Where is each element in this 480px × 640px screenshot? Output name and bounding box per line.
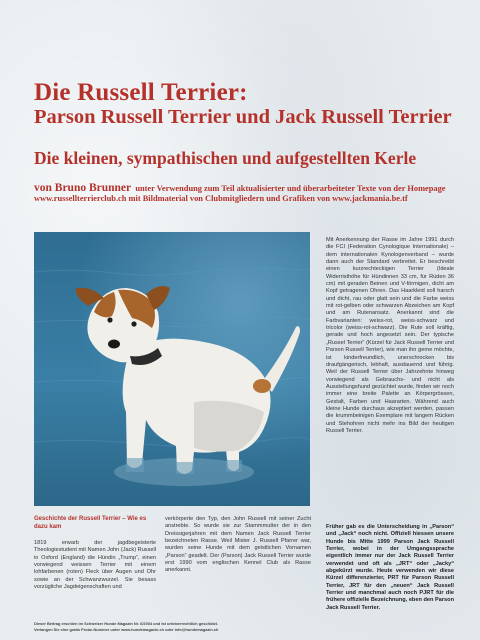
footer-line-copyright: Dieser Beitrag erschien im Schweizer Hunde Magazin Nr. 6/2004 und ist urheberrechtlich geschützt. bbox=[34, 621, 218, 626]
right-column-text: Mit Anerkennung der Rasse im Jahre 1991 durch die FCI (Federation Cynologique Internationale) – dem internationalen Kynologenverband – wurde dann auch der Standard verbreitet. Er beschreibt einen kurzrechteckigen Terrier (Ideale Widerristhöhe für Hündinnen 33 cm, für Rüden 36 cm) mit geraden Beinen und V-förmigen, dicht am Kopf getragenen Ohren. Das Haarkleid soll harsch und dicht, rau oder glatt sein und die Farbe weiss mit rot-gelben oder schwarzen Abzeichen am Kopf und am Rutenansatz. Anerkannt sind die Farbvarianten: weiss-rot, weiss-schwarz und tricolor (weiss-rot-schwarz). Die Rute soll kräftig, gerade und hoch angesetzt sein. Der typische „Russel Terrier“ (Kürzel für Jack Russell Terrier und Parson Russell Terrier), wie man ihn gerne möchte, ist kinderfreundlich, unerschrocken bis draufgängerisch, lebhaft, ausdauernd und führig. Weil der Russell Terrier über Jahrzehnte hinweg vorwiegend als Gebrauchs- und nicht als Ausstellungshund gezüchtet wurde, finden wir noch immer eine breite Palette an Körpergrössen, Gestalt, Farben und Haararten. Während auch kleine Hunde durchaus akzeptiert werden, passen die krummbeinigen Exemplare mit langem Rücken und Stehohren nicht mehr ins Bild der heutigen Russell Terrier. bbox=[326, 237, 454, 434]
byline-credit: unter Verwendung zum Teil aktualisierter und überarbeiteter Texte von der Homepage www.russellterrierclub.ch mit Bildmaterial von Clubmitgliedern und Grafiken von www.jackmania.be.tf bbox=[34, 184, 446, 203]
article-title: Die Russell Terrier: bbox=[34, 79, 248, 106]
footer-note bbox=[34, 621, 454, 633]
byline bbox=[34, 183, 452, 204]
author-name: von Bruno Brunner bbox=[34, 182, 132, 194]
terrier-in-water-image bbox=[34, 232, 310, 506]
article-subtitle: Die kleinen, sympathischen und aufgestellten Kerle bbox=[34, 148, 417, 168]
article-title-subline: Parson Russell Terrier und Jack Russell Terrier bbox=[34, 106, 452, 128]
dog-photo bbox=[34, 232, 310, 506]
left-column-text: 1819 erwarb der jagdbegeisterte Theologiestudent mit Namen John (Jack) Russell in Oxford (England) die Hündin „Trump“, einen vorwiegend weissen Terrier mit einem lohfarbenen (roten) Fleck über Augen und Ohr sowie an der Schwanzwurzel. Sie besass vorzügliche Jagdeigenschaften und bbox=[34, 540, 156, 591]
footer-line-order: Verlangen Sie eine gratis Probe-Nummer unter www.hundemagazin.ch oder info@hundemagazin.ch bbox=[34, 627, 219, 632]
section-heading-history: Geschichte der Russell Terrier – Wie es dazu kam bbox=[34, 516, 147, 530]
right-column-bold-text: Früher gab es die Unterscheidung in „Parson“ und „Jack“ noch nicht. Offiziell hiessen unsere Hunde bis Mitte 1999 Parson Jack Russell Terrier, wobei in der Umgangssprache eigentlich immer nur der Jack Russell Terrier verwendet und oft als „JRT“ oder „Jacky“ abgekürzt wurde. Heute verwenden wir diese Kürzel differenzierter, PRT für Parson Russell Terrier, JRT für den „neuen“ Jack Russell Terrier und manchmal auch noch PJRT für die frühere offizielle Bezeichnung, eben den Parson Jack Russell Terrier. bbox=[326, 524, 454, 611]
middle-column-text: verkörperte den Typ, den John Russell mit seiner Zucht anstrebte. So wurde sie zur Stammmutter der in den Dreissigerjahren mit dem Namen Jack Russell Terrier bezeichneten Rasse. Weil Mister J. Russell Pfarrer war, wurden seine Hunde mit dem geistlichen Vornamen „Parson“ geadelt. Der (Parson) Jack Russell Terrier wurde erst 1990 vom englischen Kennel Club als Rasse anerkannt. bbox=[165, 516, 311, 574]
